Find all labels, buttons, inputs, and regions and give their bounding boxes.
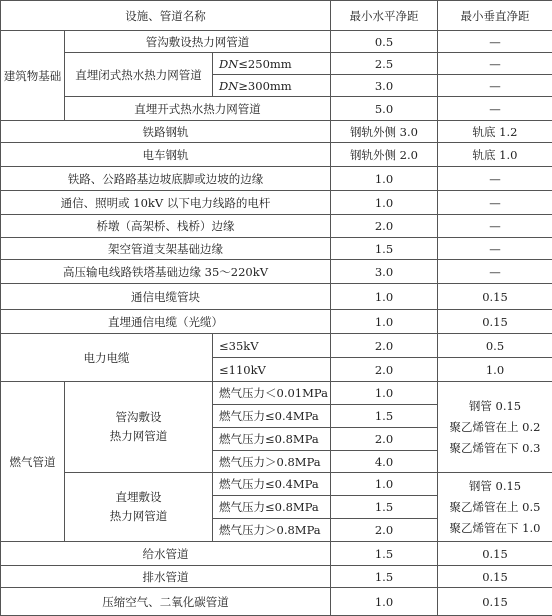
gas-trench-label bbox=[65, 382, 213, 473]
gas-buried-label-line1: 直埋敷设 bbox=[67, 488, 210, 507]
v-value: — bbox=[438, 215, 552, 238]
table-row bbox=[1, 334, 552, 358]
table-row bbox=[1, 191, 552, 215]
row-name: 电车钢轨 bbox=[1, 143, 331, 167]
v-value: 0.15 bbox=[438, 588, 552, 616]
v-value: — bbox=[438, 31, 552, 53]
h-value: 1.0 bbox=[331, 191, 438, 215]
row-name: 通信电缆管块 bbox=[1, 284, 331, 310]
table-row bbox=[1, 53, 552, 75]
v-value: — bbox=[438, 238, 552, 260]
v-value: 0.15 bbox=[438, 566, 552, 588]
v-value: — bbox=[438, 97, 552, 121]
h-value: 2.0 bbox=[331, 519, 438, 542]
h-value: 1.5 bbox=[331, 405, 438, 428]
h-value: 2.0 bbox=[331, 334, 438, 358]
table-row bbox=[1, 121, 552, 143]
table-row bbox=[1, 310, 552, 334]
condition-text: ≥300mm bbox=[238, 79, 291, 93]
row-name: 排水管道 bbox=[1, 566, 331, 588]
h-value: 4.0 bbox=[331, 451, 438, 473]
table-row bbox=[1, 31, 552, 53]
v-value: 0.5 bbox=[438, 334, 552, 358]
table-row bbox=[1, 97, 552, 121]
row-name: 压缩空气、二氧化碳管道 bbox=[1, 588, 331, 616]
h-value: 2.0 bbox=[331, 358, 438, 382]
v-value: 轨底 1.0 bbox=[438, 143, 552, 167]
v-line: 钢管 0.15 bbox=[440, 396, 550, 417]
gas-buried-label-line2: 热力网管道 bbox=[67, 507, 210, 526]
row-name: 管沟敷设热力网管道 bbox=[65, 31, 331, 53]
condition-cell bbox=[213, 75, 331, 97]
condition-cell: ≤110kV bbox=[213, 358, 331, 382]
h-value: 1.0 bbox=[331, 284, 438, 310]
table-row bbox=[1, 238, 552, 260]
gas-buried-v-value bbox=[438, 473, 552, 542]
row-name: 铁路、公路路基边坡底脚或边坡的边缘 bbox=[1, 167, 331, 191]
h-value: 1.0 bbox=[331, 588, 438, 616]
condition-cell: ≤35kV bbox=[213, 334, 331, 358]
condition-cell: 燃气压力≤0.8MPa bbox=[213, 428, 331, 451]
h-value: 5.0 bbox=[331, 97, 438, 121]
v-value: — bbox=[438, 167, 552, 191]
table-row bbox=[1, 588, 552, 616]
gas-trench-v-value bbox=[438, 382, 552, 473]
v-value: 1.0 bbox=[438, 358, 552, 382]
table-row bbox=[1, 566, 552, 588]
v-value: — bbox=[438, 191, 552, 215]
building-label: 建筑物基础 bbox=[1, 31, 65, 121]
table-row bbox=[1, 167, 552, 191]
v-value: 轨底 1.2 bbox=[438, 121, 552, 143]
table-row bbox=[1, 260, 552, 284]
row-name: 直埋开式热水热力网管道 bbox=[65, 97, 331, 121]
v-line: 聚乙烯管在上 0.2 bbox=[440, 417, 550, 438]
v-value: — bbox=[438, 260, 552, 284]
v-value: 0.15 bbox=[438, 310, 552, 334]
table-row bbox=[1, 382, 552, 405]
v-value: — bbox=[438, 53, 552, 75]
h-value: 2.0 bbox=[331, 428, 438, 451]
condition-cell: 燃气压力≤0.4MPa bbox=[213, 405, 331, 428]
h-value: 3.0 bbox=[331, 260, 438, 284]
header-name: 设施、管道名称 bbox=[1, 1, 331, 31]
row-name: 通信、照明或 10kV 以下电力线路的电杆 bbox=[1, 191, 331, 215]
table-row bbox=[1, 473, 552, 496]
condition-text: ≤250mm bbox=[238, 57, 291, 71]
h-value: 2.0 bbox=[331, 215, 438, 238]
v-value: — bbox=[438, 75, 552, 97]
v-value: 0.15 bbox=[438, 542, 552, 566]
row-name: 高压输电线路铁塔基础边缘 35～220kV bbox=[1, 260, 331, 284]
condition-cell: 燃气压力＜0.01MPa bbox=[213, 382, 331, 405]
h-value: 1.0 bbox=[331, 310, 438, 334]
dn-symbol: DN bbox=[219, 57, 238, 71]
header-row bbox=[1, 1, 552, 31]
condition-cell: 燃气压力≤0.4MPa bbox=[213, 473, 331, 496]
table-row bbox=[1, 284, 552, 310]
gas-label: 燃气管道 bbox=[1, 382, 65, 542]
v-line: 聚乙烯管在下 1.0 bbox=[440, 518, 550, 539]
h-value: 钢轨外侧 3.0 bbox=[331, 121, 438, 143]
v-line: 聚乙烯管在下 0.3 bbox=[440, 438, 550, 459]
power-cable-label: 电力电缆 bbox=[1, 334, 213, 382]
table-row bbox=[1, 542, 552, 566]
header-h-min: 最小水平净距 bbox=[331, 1, 438, 31]
row-name: 直埋通信电缆（光缆） bbox=[1, 310, 331, 334]
h-value: 1.0 bbox=[331, 382, 438, 405]
h-value: 1.0 bbox=[331, 167, 438, 191]
v-line: 钢管 0.15 bbox=[440, 476, 550, 497]
table-row bbox=[1, 143, 552, 167]
h-value: 1.5 bbox=[331, 496, 438, 519]
h-value: 1.5 bbox=[331, 238, 438, 260]
gas-trench-label-line1: 管沟敷设 bbox=[67, 408, 210, 427]
h-value: 1.0 bbox=[331, 473, 438, 496]
condition-cell bbox=[213, 53, 331, 75]
v-value: 0.15 bbox=[438, 284, 552, 310]
h-value: 2.5 bbox=[331, 53, 438, 75]
row-name: 铁路钢轨 bbox=[1, 121, 331, 143]
h-value: 0.5 bbox=[331, 31, 438, 53]
condition-cell: 燃气压力＞0.8MPa bbox=[213, 451, 331, 473]
row-name: 架空管道支架基础边缘 bbox=[1, 238, 331, 260]
table-row bbox=[1, 215, 552, 238]
h-value: 钢轨外侧 2.0 bbox=[331, 143, 438, 167]
dn-symbol: DN bbox=[219, 79, 238, 93]
h-value: 1.5 bbox=[331, 542, 438, 566]
closed-pipe-label: 直埋闭式热水热力网管道 bbox=[65, 53, 213, 97]
condition-cell: 燃气压力≤0.8MPa bbox=[213, 496, 331, 519]
gas-buried-label bbox=[65, 473, 213, 542]
condition-cell: 燃气压力＞0.8MPa bbox=[213, 519, 331, 542]
h-value: 1.5 bbox=[331, 566, 438, 588]
row-name: 给水管道 bbox=[1, 542, 331, 566]
header-v-min: 最小垂直净距 bbox=[438, 1, 552, 31]
v-line: 聚乙烯管在上 0.5 bbox=[440, 497, 550, 518]
gas-trench-label-line2: 热力网管道 bbox=[67, 427, 210, 446]
row-name: 桥墩（高架桥、栈桥）边缘 bbox=[1, 215, 331, 238]
h-value: 3.0 bbox=[331, 75, 438, 97]
